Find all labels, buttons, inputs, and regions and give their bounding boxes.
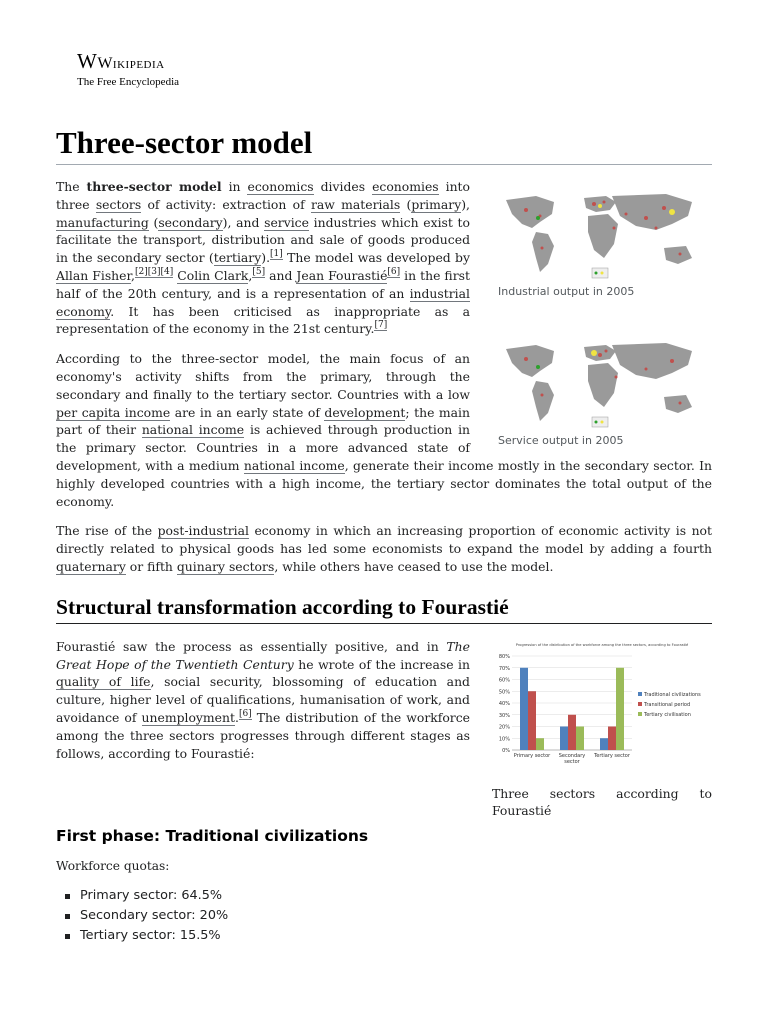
y-tick-label: 40% bbox=[498, 700, 510, 707]
link-economics[interactable]: economics bbox=[247, 179, 314, 194]
link-development[interactable]: development bbox=[324, 404, 406, 420]
focus-paragraph: According to the three-sector model, the main focus of an economy's activity shifts from the primary, through the secondary and finally to the tertiary sector. Countries with a low per capita income are in an early state of development; the main part of their national income is achieved through production in the primary sector. Countries in a more advanced state of development, with a medium national income, generate their income mostly in the secondary sector. In highly developed countries with a high income, the tertiary sector dominates the total output of the economy. bbox=[56, 351, 712, 509]
legend-label: Transitional period bbox=[644, 701, 691, 708]
ref-6[interactable]: [6] bbox=[387, 266, 401, 277]
figure-industrial-output[interactable] bbox=[492, 188, 712, 448]
bar bbox=[608, 726, 616, 750]
link-raw-materials[interactable]: raw materials bbox=[310, 196, 401, 212]
page-title: Three-sector model bbox=[56, 124, 712, 165]
list-item: Tertiary sector: 15.5% bbox=[56, 926, 712, 946]
bar bbox=[536, 738, 544, 750]
legend-swatch bbox=[638, 712, 642, 716]
caption-industrial: Industrial output in 2005 bbox=[498, 284, 635, 298]
bar bbox=[616, 667, 624, 749]
quota-list bbox=[56, 886, 712, 946]
article-body bbox=[56, 178, 712, 946]
figure-fourastie-chart[interactable] bbox=[492, 638, 712, 820]
world-map-industrial bbox=[496, 188, 708, 280]
link-manufacturing[interactable]: manufacturing bbox=[56, 214, 149, 230]
caption-service: Service output in 2005 bbox=[498, 433, 624, 447]
legend-swatch bbox=[638, 702, 642, 706]
y-tick-label: 50% bbox=[498, 688, 510, 695]
legend-swatch bbox=[638, 692, 642, 696]
link-allan-fisher[interactable]: Allan Fisher bbox=[56, 267, 132, 283]
link-post-industrial[interactable]: post-industrial bbox=[157, 523, 249, 539]
bar bbox=[528, 691, 536, 750]
link-economies[interactable]: economies bbox=[372, 179, 439, 194]
y-tick-label: 0% bbox=[502, 747, 510, 754]
link-sectors[interactable]: sectors bbox=[95, 196, 142, 212]
y-tick-label: 80% bbox=[498, 653, 510, 660]
link-jean-fourastie[interactable]: Jean Fourastié bbox=[296, 267, 388, 283]
legend-label: Tertiary civilisation bbox=[644, 711, 691, 718]
link-quinary-sectors[interactable]: quinary sectors bbox=[176, 558, 275, 574]
ref-1[interactable]: [1] bbox=[270, 249, 283, 260]
link-secondary[interactable]: secondary bbox=[158, 214, 223, 230]
logo-wordmark: WWikipedia bbox=[77, 49, 165, 73]
link-per-capita-income[interactable]: per capita income bbox=[56, 404, 171, 420]
subsection-heading-first-phase: First phase: Traditional civilizations bbox=[56, 827, 369, 846]
map-legend bbox=[592, 417, 608, 427]
ref-6-b[interactable]: [6] bbox=[238, 708, 252, 719]
ref-3[interactable]: [3] bbox=[147, 266, 161, 277]
bar bbox=[520, 667, 528, 749]
wikipedia-logo[interactable] bbox=[77, 50, 179, 88]
post-industrial-paragraph: The rise of the post-industrial economy in which an increasing proportion of economic activity is not directly related to physical goods has led some economists to expand the model by adding a fourth quaternary or fifth quinary sectors, while others have ceased to use the model. bbox=[56, 523, 712, 574]
x-tick-label: Primary sector bbox=[513, 752, 551, 759]
link-primary[interactable]: primary bbox=[411, 196, 462, 212]
fourastie-paragraph: Fourastié saw the process as essentially positive, and in The Great Hope of the Twentieth Century he wrote of the increase in quality of life, social security, blossoming of education and culture, higher level of qualifications, humanisation of work, and avoidance of unemployment.[6] The distribution of the workforce among the three sectors progresses through different stages as follows, according to Fourastié: bbox=[56, 638, 471, 761]
y-tick-label: 20% bbox=[498, 724, 510, 731]
section-heading-fourastie: Structural transformation according to Fourastié bbox=[56, 594, 712, 624]
link-industrial-economy[interactable]: industrial economy bbox=[56, 285, 470, 319]
chart-title: Progression of the distribution of the workforce among the three sectors, according to Fourastié bbox=[515, 642, 689, 647]
map-legend bbox=[592, 268, 608, 278]
logo-word: Wikipedia bbox=[97, 55, 165, 72]
y-tick-label: 30% bbox=[498, 712, 510, 719]
link-tertiary[interactable]: tertiary bbox=[213, 250, 262, 266]
bar bbox=[568, 714, 576, 749]
intro-paragraph: The three-sector model in economics divides economies into three sectors of activity: extraction of raw materials (primary), manufacturing (secondary), and service industries which exist to facilitate the transport, distribution and sale of goods produced in the secondary sector (tertiary).[1] The model was developed by Allan Fisher,[2][3][4] Colin Clark,[5] and Jean Fourastié[6] in the first half of the 20th century, and is a representation of an industrial economy. It has been criticised as inappropriate as a representation of the economy in the 21st century.[7] bbox=[56, 179, 470, 337]
list-item: Primary sector: 64.5% bbox=[56, 886, 712, 906]
link-colin-clark[interactable]: Colin Clark bbox=[177, 267, 249, 283]
link-service[interactable]: service bbox=[264, 214, 309, 230]
logo-tagline: The Free Encyclopedia bbox=[77, 76, 180, 88]
workforce-quotas-label: Workforce quotas: bbox=[56, 859, 170, 874]
x-tick-label: Secondary bbox=[558, 752, 586, 759]
ref-4[interactable]: [4] bbox=[160, 266, 174, 277]
x-tick-label: sector bbox=[564, 758, 580, 765]
link-quaternary[interactable]: quaternary bbox=[56, 558, 126, 574]
link-quality-of-life[interactable]: quality of life bbox=[56, 674, 151, 690]
link-unemployment[interactable]: unemployment bbox=[141, 709, 235, 725]
link-national-income[interactable]: national income bbox=[141, 422, 245, 438]
y-tick-label: 60% bbox=[498, 677, 510, 684]
caption-fourastie: Three sectors according to Fourastié bbox=[492, 785, 712, 819]
y-tick-label: 70% bbox=[498, 665, 510, 672]
list-item: Secondary sector: 20% bbox=[56, 906, 712, 926]
world-map-service bbox=[496, 337, 708, 429]
fourastie-bar-chart bbox=[492, 638, 712, 774]
link-national-income-2[interactable]: national income bbox=[243, 457, 345, 473]
ref-5[interactable]: [5] bbox=[252, 266, 266, 277]
y-tick-label: 10% bbox=[498, 735, 510, 742]
legend-label: Traditional civilizations bbox=[644, 691, 701, 698]
x-tick-label: Tertiary sector bbox=[594, 752, 630, 759]
bar bbox=[600, 738, 608, 750]
ref-7[interactable]: [7] bbox=[374, 320, 388, 331]
bar bbox=[576, 726, 584, 750]
ref-2[interactable]: [2] bbox=[135, 266, 148, 277]
bar bbox=[560, 726, 568, 750]
